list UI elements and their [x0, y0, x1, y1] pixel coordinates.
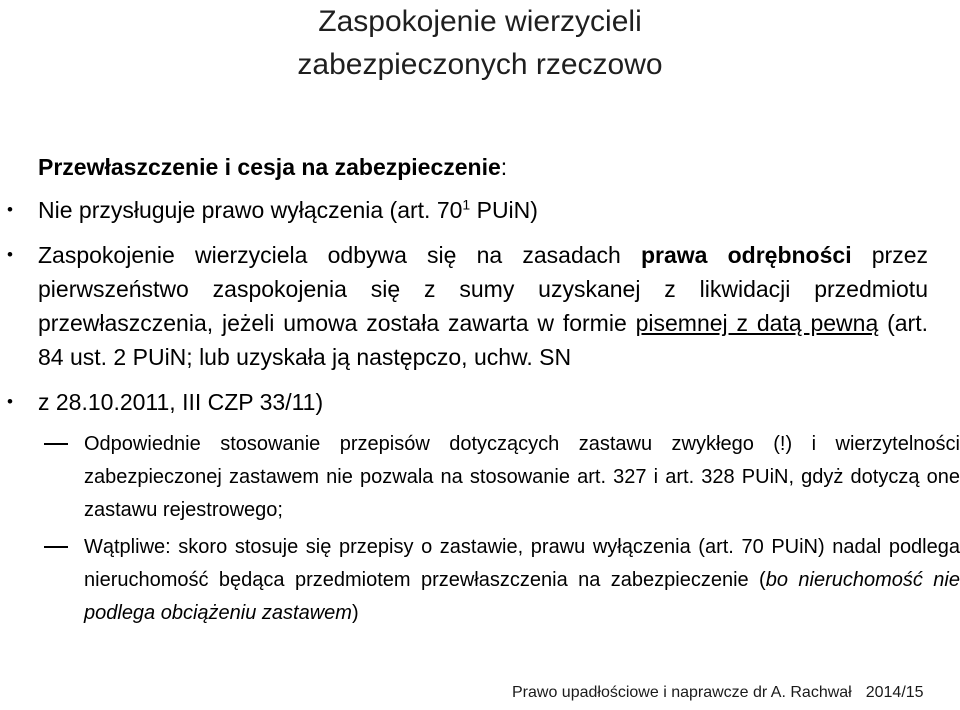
bullet-1-text: Nie przysługuje prawo wyłączenia (art. 70 — [38, 197, 463, 223]
sub-item-2-text: Wątpliwe: skoro stosuje się przepisy o zastawie, prawu wyłączenia (art. 70 PUiN) nadal podlega nieruchomość będąca przedmiotem przewłaszczenia na zabezpieczenie ( — [84, 536, 960, 591]
section-heading — [38, 150, 507, 184]
section-heading-bold: Przewłaszczenie i cesja na zabezpieczenie — [38, 154, 501, 180]
bullet-item-1 — [7, 193, 928, 227]
bullet-dot-icon: • — [7, 392, 13, 411]
bullet-1-text-end: PUiN) — [470, 197, 538, 223]
bullet-2-underlined: pisemnej z datą pewną — [635, 310, 879, 336]
sub-item-2 — [84, 531, 960, 630]
title-line-1: Zaspokojenie wierzycieli — [318, 5, 642, 38]
bullet-2-text-a: Zaspokojenie wierzyciela odbywa się na zasadach — [38, 242, 641, 268]
title-line-2: zabezpieczonych rzeczowo — [297, 48, 663, 81]
bullet-3-text: z 28.10.2011, III CZP 33/11) — [38, 389, 324, 415]
section-heading-colon: : — [500, 154, 508, 180]
bullet-dot-icon: • — [7, 245, 13, 264]
slide-footer — [512, 682, 924, 704]
footer-course-author: Prawo upadłościowe i naprawcze dr A. Rachwał — [512, 684, 852, 701]
bullet-2-text-c: (art. 84 ust. 2 PUiN; lub uzyskała ją następczo, uchw. SN — [38, 310, 928, 370]
bullet-2-bold: prawa odrębności — [640, 242, 852, 268]
sub-item-2-text-end: ) — [351, 602, 359, 624]
bullet-item-3 — [7, 385, 928, 419]
dash-icon — [44, 443, 68, 445]
bullet-2-text-b: przez pierwszeństwo zaspokojenia się z sumy uzyskanej z likwidacji przedmiotu przewłaszczenia, jeżeli umowa została zawarta w formie — [38, 242, 928, 336]
sub-item-2-italic: bo nieruchomość nie podlega obciążeniu zastawem — [84, 569, 960, 624]
sub-item-1-text: Odpowiednie stosowanie przepisów dotyczących zastawu zwykłego (!) i wierzytelności zabezpieczonej zastawem nie pozwala na stosowanie art. 327 i art. 328 PUiN, gdyż dotyczą one zastawu rejestrowego; — [84, 433, 960, 521]
sub-item-1 — [84, 428, 960, 527]
slide-title — [200, 0, 760, 86]
dash-icon — [44, 546, 68, 548]
bullet-item-2 — [7, 238, 928, 374]
bullet-1-superscript: 1 — [462, 196, 471, 213]
footer-year: 2014/15 — [865, 684, 924, 701]
bullet-dot-icon: • — [7, 200, 13, 219]
